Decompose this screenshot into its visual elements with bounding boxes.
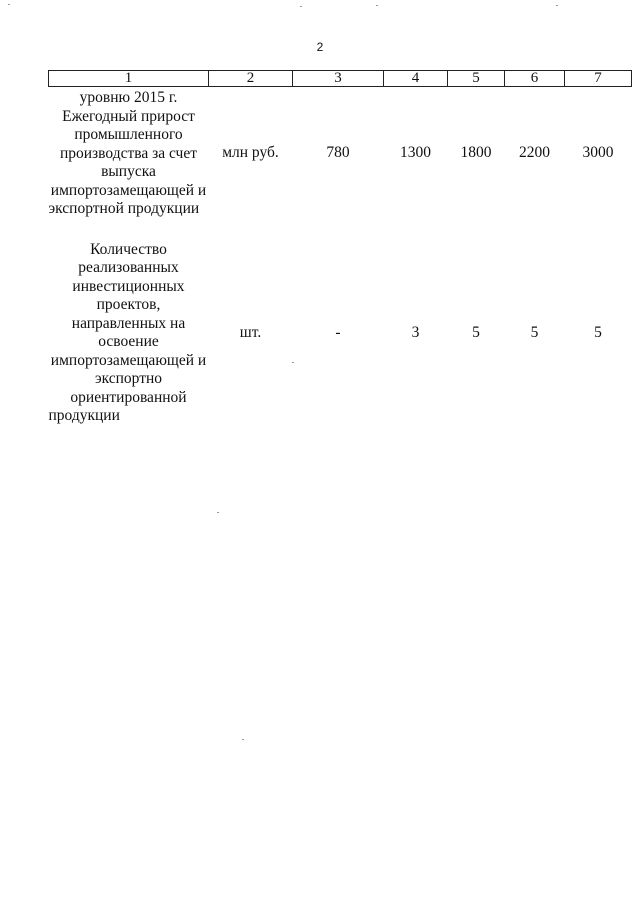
scan-speck [8, 4, 10, 5]
value-cell: 3 [411, 323, 420, 341]
column-header-7: 7 [565, 71, 632, 87]
indicators-table [48, 70, 632, 426]
value-cell: 1300 [400, 143, 431, 161]
indicator-name: Количество реализованных инвестиционных проектов, направленных на освоение импортозамещающей и экспортно ориентированной продукции [48, 240, 207, 424]
scan-speck [556, 5, 558, 6]
value-cell: 1800 [460, 143, 492, 161]
value-cell: 3000 [582, 143, 614, 161]
value-cell: 780 [326, 143, 350, 161]
value-cell: - [335, 323, 341, 341]
scan-speck [300, 6, 302, 7]
scan-speck [376, 5, 378, 6]
value-cell: 2200 [519, 143, 550, 161]
scan-speck [292, 362, 294, 363]
column-header-5: 5 [448, 71, 505, 87]
page-number: 2 [316, 40, 324, 54]
value-cell: 5 [594, 323, 602, 341]
row-spacer [49, 219, 632, 241]
value-cell: 5 [530, 323, 539, 341]
unit-cell: шт. [239, 323, 262, 341]
unit-cell: млн руб. [222, 143, 279, 161]
scan-speck [242, 739, 244, 740]
column-header-1: 1 [49, 71, 209, 87]
indicator-name: уровню 2015 г. Ежегодный прирост промышленного производства за счет выпуска импортозамещающей и экспортной продукции [48, 89, 207, 217]
column-header-2: 2 [209, 71, 293, 87]
column-header-4: 4 [384, 71, 448, 87]
table-row [49, 241, 632, 426]
column-header-3: 3 [293, 71, 384, 87]
table-row [49, 87, 632, 219]
scan-speck [217, 512, 219, 513]
value-cell: 5 [472, 323, 480, 341]
column-header-6: 6 [505, 71, 565, 87]
header-row [49, 71, 632, 87]
